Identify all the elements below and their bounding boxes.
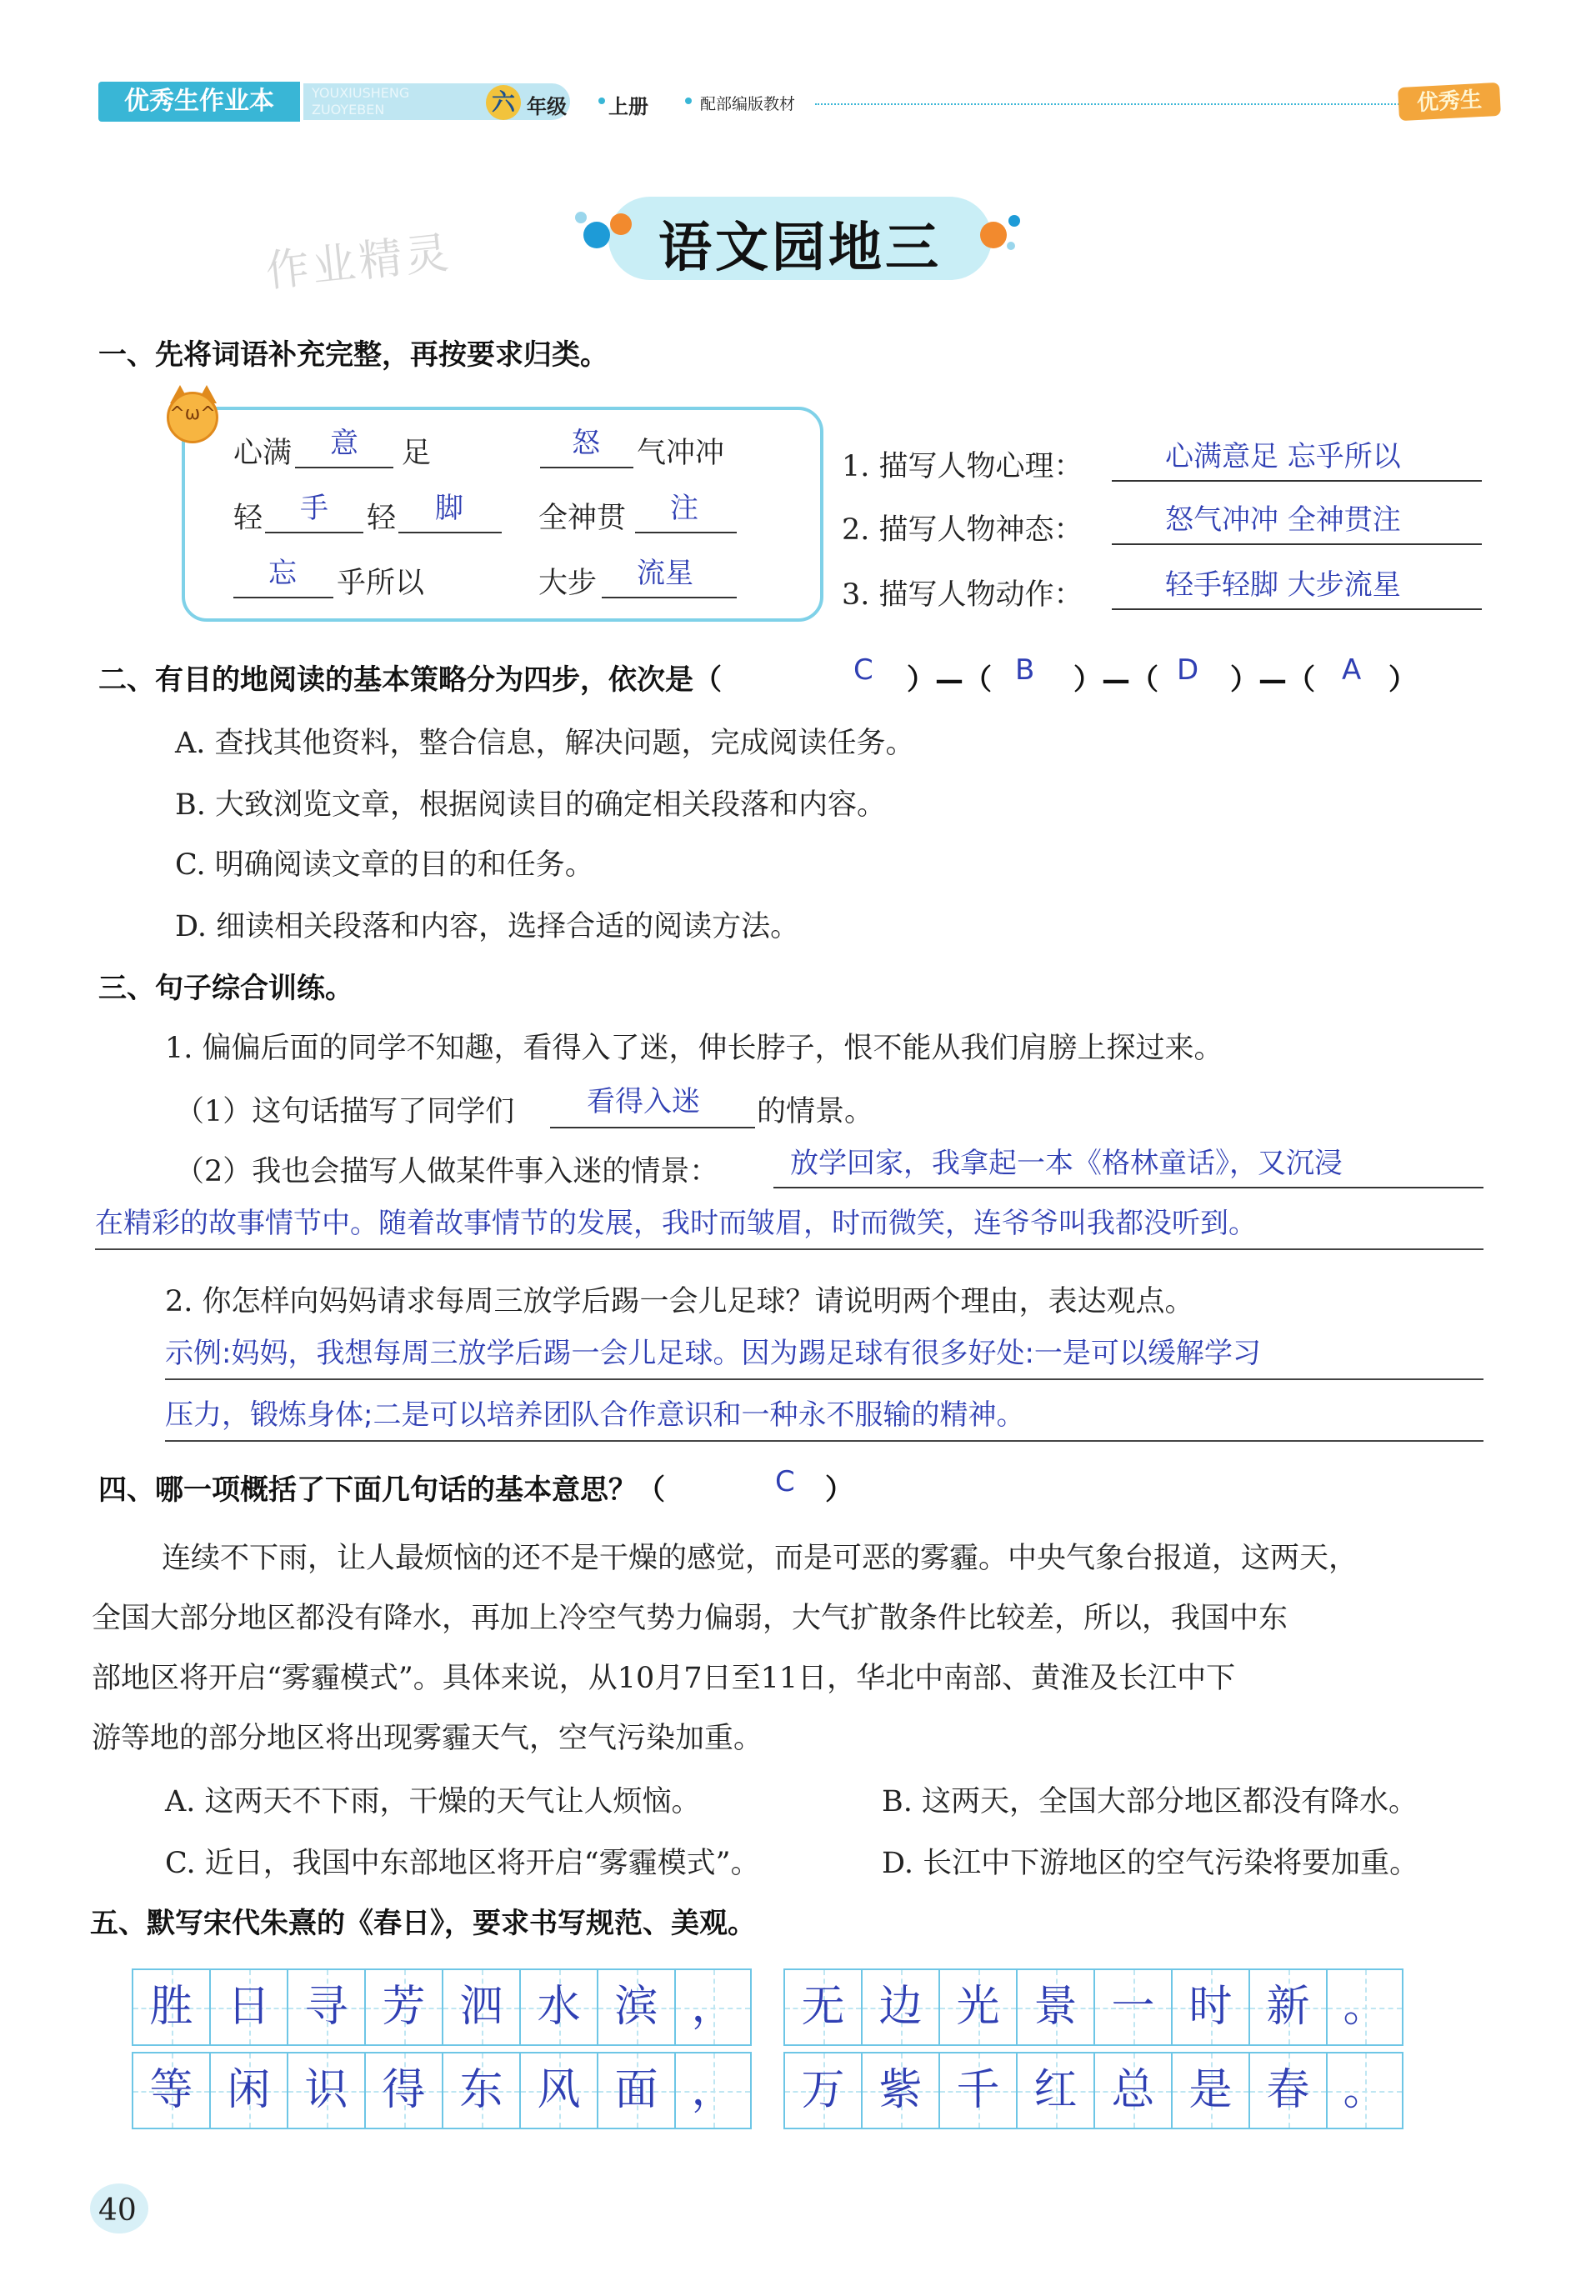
grid-cell[interactable] [938,2052,1016,2129]
answer-2-line-2: 压力，锻炼身体;二是可以培养团队合作意识和一种永不服输的精神。 [165,1398,1025,1432]
grid-char: 时 [1188,1982,1233,2032]
order-separator: ）—（ [1073,663,1158,697]
grid-char: 胜 [149,1982,193,2032]
bubble-icon [1008,215,1020,227]
grid-cell[interactable] [1016,1968,1093,2046]
grid-char: 景 [1033,1982,1078,2032]
filled-answer: 脚 [435,492,463,525]
order-answer-4: A [1342,653,1362,687]
option-d: D. 细读相关段落和内容，选择合适的阅读方法。 [175,910,800,943]
grid-char: 无 [801,1982,845,2032]
filled-answer: 怒 [572,427,600,460]
word-prefix: 轻 [233,502,263,535]
grade-number: 六 [486,85,521,120]
order-close: ） [1388,663,1417,697]
grid-cell[interactable] [364,2052,442,2129]
textbook-label: 配部编版教材 [700,95,796,113]
option-a: A. 这两天不下雨，干燥的天气让人烦恼。 [165,1785,701,1818]
grid-cell[interactable] [209,2052,287,2129]
filled-answer: 流星 [637,557,693,590]
grid-cell[interactable] [1248,2052,1326,2129]
option-b: B. 大致浏览文章，根据阅读目的确定相关段落和内容。 [175,788,886,822]
grid-cell[interactable] [519,1968,597,2046]
option-c: C. 近日，我国中东部地区将开启“雾霾模式”。 [165,1847,760,1880]
word-prefix: 心满 [233,437,293,470]
answer-1b-line-1: 放学回家，我拿起一本《格林童话》，又沉浸 [790,1147,1343,1180]
grid-char: 面 [614,2065,658,2115]
grid-cell[interactable] [1248,1968,1326,2046]
bubble-icon [1007,242,1015,250]
grid-cell[interactable] [938,1968,1016,2046]
order-separator: ）—（ [1230,663,1315,697]
grid-char: 水 [537,1982,581,2032]
grid-cell[interactable] [783,2052,861,2129]
grid-cell[interactable] [1093,1968,1171,2046]
grid-cell[interactable] [442,2052,519,2129]
grid-char: 一 [1111,1982,1155,2032]
order-answer-1: C [853,653,873,687]
section-2-question: 二、有目的地阅读的基本策略分为四步，依次是（ [98,663,722,697]
dot-icon [685,98,692,104]
dot-icon [598,98,605,104]
passage-line: 游等地的部分地区将出现雾霾天气，空气污染加重。 [92,1722,763,1755]
section-3-heading: 三、句子综合训练。 [98,972,353,1005]
answer-line[interactable] [165,1440,1483,1442]
grid-cell[interactable] [1326,1968,1403,2046]
pinyin-line-2: ZUOYEBEN [312,102,385,118]
grid-char: ， [691,2065,735,2115]
answer-line[interactable] [165,1378,1483,1380]
option-b: B. 这两天，全国大部分地区都没有降水。 [882,1785,1418,1818]
category-answer: 怒气冲冲 全神贯注 [1165,503,1401,537]
grid-cell[interactable] [209,1968,287,2046]
answer-2-line-1: 示例:妈妈，我想每周三放学后踢一会儿足球。因为踢足球有很多好处:一是可以缓解学习 [165,1337,1261,1370]
brand-logo: 优秀生 [1398,83,1501,121]
grid-char: 新 [1266,1982,1310,2032]
grid-char: 总 [1111,2065,1155,2115]
writing-grid-line-3 [132,2052,752,2129]
grid-char: 东 [459,2065,503,2115]
grid-char: 。 [1343,2065,1387,2115]
grid-char: 泗 [459,1982,503,2032]
question-1a-suffix: 的情景。 [757,1095,874,1128]
question-2: 2. 你怎样向妈妈请求每周三放学后踢一会儿足球？请说明两个理由，表达观点。 [165,1285,1194,1318]
grid-char: 风 [537,2065,581,2115]
question-1a: （1）这句话描写了同学们 [175,1095,515,1128]
grid-cell[interactable] [1171,2052,1248,2129]
category-label: 2. 描写人物神态： [842,513,1083,547]
order-answer-3: D [1177,653,1199,687]
answer-line[interactable] [95,1248,1483,1250]
grid-cell[interactable] [287,2052,364,2129]
grid-char: 寻 [304,1982,348,2032]
page-header [98,82,1507,127]
grid-cell[interactable] [861,2052,938,2129]
grid-char: ， [691,1982,735,2032]
word-prefix: 全神贯 [538,502,627,535]
grid-char: 紫 [878,2065,923,2115]
grid-cell[interactable] [783,1968,861,2046]
grid-cell[interactable] [1016,2052,1093,2129]
term-label: 上册 [608,95,648,118]
filled-answer: 忘 [268,557,297,590]
section-4-close: ） [825,1473,853,1507]
option-d: D. 长江中下游地区的空气污染将要加重。 [882,1847,1419,1880]
page-title-banner [575,192,1033,283]
grid-char: 千 [956,2065,1000,2115]
grid-char: 是 [1188,2065,1233,2115]
grid-cell[interactable] [132,2052,209,2129]
writing-grid-line-4 [783,2052,1403,2129]
watermark: 作业精灵 [263,228,455,298]
grid-cell[interactable] [1093,2052,1171,2129]
writing-grid-line-2 [783,1968,1403,2046]
grid-cell[interactable] [597,2052,674,2129]
section-1-heading: 一、先将词语补充完整，再按要求归类。 [98,338,608,372]
grid-char: 得 [382,2065,426,2115]
filled-answer: 注 [670,492,698,525]
section-2-heading [98,657,722,698]
grid-cell[interactable] [519,2052,597,2129]
section-4-heading: 四、哪一项概括了下面几句话的基本意思？（ [98,1473,665,1507]
word-prefix: 大步 [538,567,598,600]
grid-char: 。 [1343,1982,1387,2032]
grid-char: 边 [878,1982,923,2032]
filled-answer: 手 [300,492,328,525]
grid-char: 识 [304,2065,348,2115]
grid-cell[interactable] [287,1968,364,2046]
writing-grid-line-1 [132,1968,752,2046]
passage-line: 部地区将开启“雾霾模式”。具体来说，从10月7日至11日，华北中南部、黄淮及长江中下 [92,1662,1236,1695]
answer-1b-line-2: 在精彩的故事情节中。随着故事情节的发展，我时而皱眉，时而微笑，连爷爷叫我都没听到。 [95,1207,1257,1240]
grid-char: 光 [956,1982,1000,2032]
section-4-answer: C [775,1465,795,1498]
bubble-icon [980,222,1007,248]
passage-line: 连续不下雨，让人最烦恼的还不是干燥的感觉，而是可恶的雾霾。中央气象台报道，这两天， [162,1542,1358,1575]
category-answer: 心满意足 忘乎所以 [1165,440,1401,473]
category-answer: 轻手轻脚 大步流星 [1165,568,1401,602]
category-label: 3. 描写人物动作： [842,578,1083,612]
page-title: 语文园地三 [658,218,942,279]
page-number: 40 [98,2193,137,2228]
option-c: C. 明确阅读文章的目的和任务。 [175,848,594,882]
option-a: A. 查找其他资料，整合信息，解决问题，完成阅读任务。 [175,727,915,760]
header-divider [815,103,1482,105]
section-5-heading: 五、默写宋代朱熹的《春日》，要求书写规范、美观。 [90,1907,756,1940]
grid-cell[interactable] [442,1968,519,2046]
grid-char: 日 [227,1982,271,2032]
grid-char: 芳 [382,1982,426,2032]
grid-char: 等 [149,2065,193,2115]
grid-char: 万 [801,2065,845,2115]
filled-answer: 意 [330,427,358,460]
word-suffix: 气冲冲 [637,437,725,470]
grid-cell[interactable] [1171,1968,1248,2046]
answer-1a: 看得入迷 [587,1085,700,1118]
series-badge: 优秀生作业本 [98,82,300,122]
cat-face-icon: ^ω^ [169,403,216,424]
word-middle: 轻 [367,502,397,535]
passage-line: 全国大部分地区都没有降水，再加上冷空气势力偏弱，大气扩散条件比较差，所以，我国中东 [92,1602,1288,1635]
word-suffix: 足 [402,437,432,470]
grid-cell[interactable] [1326,2052,1403,2129]
grid-cell[interactable] [674,1968,752,2046]
grid-cell[interactable] [597,1968,674,2046]
pinyin-line-1: YOUXIUSHENG [312,85,410,101]
question-1b: （2）我也会描写人做某件事入迷的情景： [175,1155,719,1188]
grade-label: 年级 [527,95,567,118]
word-suffix: 乎所以 [337,567,425,600]
order-answer-2: B [1015,653,1035,687]
question-1: 1. 偏偏后面的同学不知趣，看得入了迷，伸长脖子，恨不能从我们肩膀上探过来。 [165,1032,1223,1065]
grid-char: 春 [1266,2065,1310,2115]
grid-char: 红 [1033,2065,1078,2115]
category-label: 1. 描写人物心理： [842,450,1083,483]
grid-char: 滨 [614,1982,658,2032]
order-separator: ）—（ [907,663,992,697]
grid-cell[interactable] [674,2052,752,2129]
grid-cell[interactable] [132,1968,209,2046]
grid-char: 闲 [227,2065,271,2115]
grid-cell[interactable] [861,1968,938,2046]
grid-cell[interactable] [364,1968,442,2046]
